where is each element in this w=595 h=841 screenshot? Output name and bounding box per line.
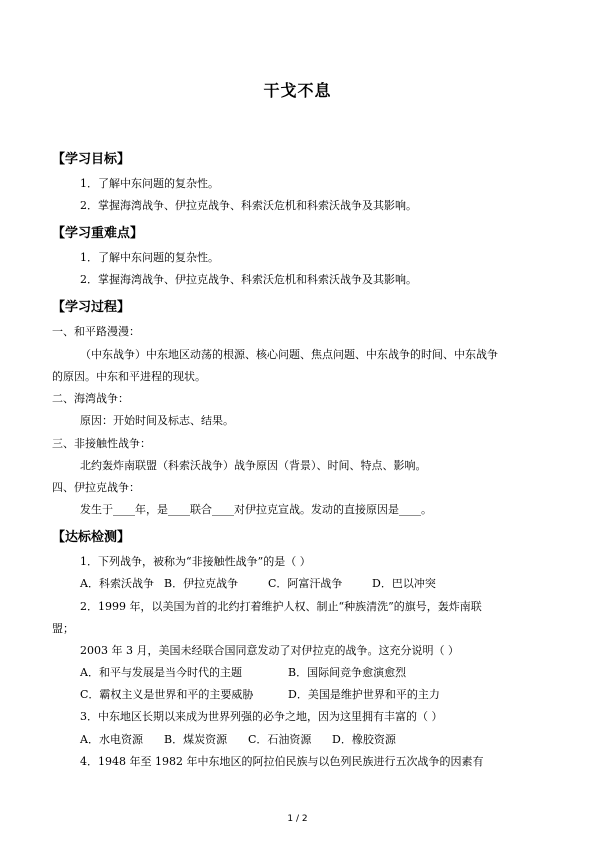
- q3-option-b: B．煤炭资源: [164, 733, 228, 746]
- key-point-item-2: 2．掌握海湾战争、伊拉克战争、科索沃危机和科索沃战争及其影响。: [80, 273, 417, 286]
- section-heading-key-points: 【学习重难点】: [52, 226, 144, 241]
- q2-option-b: B．国际间竞争愈演愈烈: [288, 666, 407, 679]
- question-2-line-1: 2．1999 年，以美国为首的北约打着维护人权、制止“种族清洗”的旗号，轰炸南联: [80, 600, 482, 613]
- q3-option-d: D．橡胶资源: [332, 733, 396, 746]
- process-outline-3: 三、非接触性战争：: [52, 437, 151, 450]
- q2-option-d: D．美国是维护世界和平的主力: [288, 688, 440, 701]
- q3-option-c: C．石油资源: [248, 733, 312, 746]
- question-3-options: [80, 733, 396, 747]
- page-title: 干戈不息: [263, 81, 332, 100]
- process-text-1b: 的原因。中东和平进程的现状。: [52, 370, 206, 383]
- section-heading-process: 【学习过程】: [52, 300, 131, 315]
- q3-option-a: A．水电资源: [80, 733, 143, 746]
- page-number: 1 / 2: [287, 814, 308, 824]
- q1-option-d: D．巴以冲突: [372, 577, 436, 590]
- process-outline-4: 四、伊拉克战争：: [52, 481, 140, 494]
- question-3: 3．中东地区长期以来成为世界列强的必争之地，因为这里拥有丰富的（ ）: [80, 710, 443, 723]
- section-heading-test: 【达标检测】: [52, 530, 131, 545]
- question-2-options-row-1: [80, 666, 406, 680]
- process-text-1a: （中东战争）中东地区动荡的根源、核心问题、焦点问题、中东战争的时间、中东战争: [80, 348, 498, 361]
- question-2-options-row-2: [80, 688, 440, 702]
- section-heading-goals: 【学习目标】: [52, 152, 131, 167]
- question-4: 4．1948 年至 1982 年中东地区的阿拉伯民族与以色列民族进行五次战争的因素有: [80, 755, 484, 768]
- process-outline-1: 一、和平路漫漫：: [52, 325, 140, 338]
- goal-item-2: 2．掌握海湾战争、伊拉克战争、科索沃危机和科索沃战争及其影响。: [80, 199, 417, 212]
- process-text-4: 发生于____年，是____联合____对伊拉克宣战。发动的直接原因是____。: [80, 503, 432, 516]
- question-2-line-2: 盟；: [52, 622, 74, 635]
- q1-option-a: A．科索沃战争: [80, 577, 154, 590]
- question-1: 1．下列战争，被称为“非接触性战争”的是（ ）: [80, 555, 311, 568]
- question-1-options: [80, 577, 436, 591]
- key-point-item-1: 1．了解中东问题的复杂性。: [80, 251, 219, 264]
- q1-option-c: C．阿富汗战争: [268, 577, 343, 590]
- q2-option-a: A．和平与发展是当今时代的主题: [80, 666, 242, 679]
- process-text-2: 原因：开始时间及标志、结果。: [80, 414, 234, 427]
- question-2-line-3: 2003 年 3 月，美国未经联合国同意发动了对伊拉克的战争。这充分说明（ ）: [80, 644, 459, 657]
- goal-item-1: 1．了解中东问题的复杂性。: [80, 177, 219, 190]
- process-outline-2: 二、海湾战争：: [52, 392, 129, 405]
- q2-option-c: C．霸权主义是世界和平的主要威胁: [80, 688, 254, 701]
- q1-option-b: B．伊拉克战争: [164, 577, 239, 590]
- process-text-3: 北约轰炸南联盟（科索沃战争）战争原因（背景）、时间、特点、影响。: [80, 459, 427, 472]
